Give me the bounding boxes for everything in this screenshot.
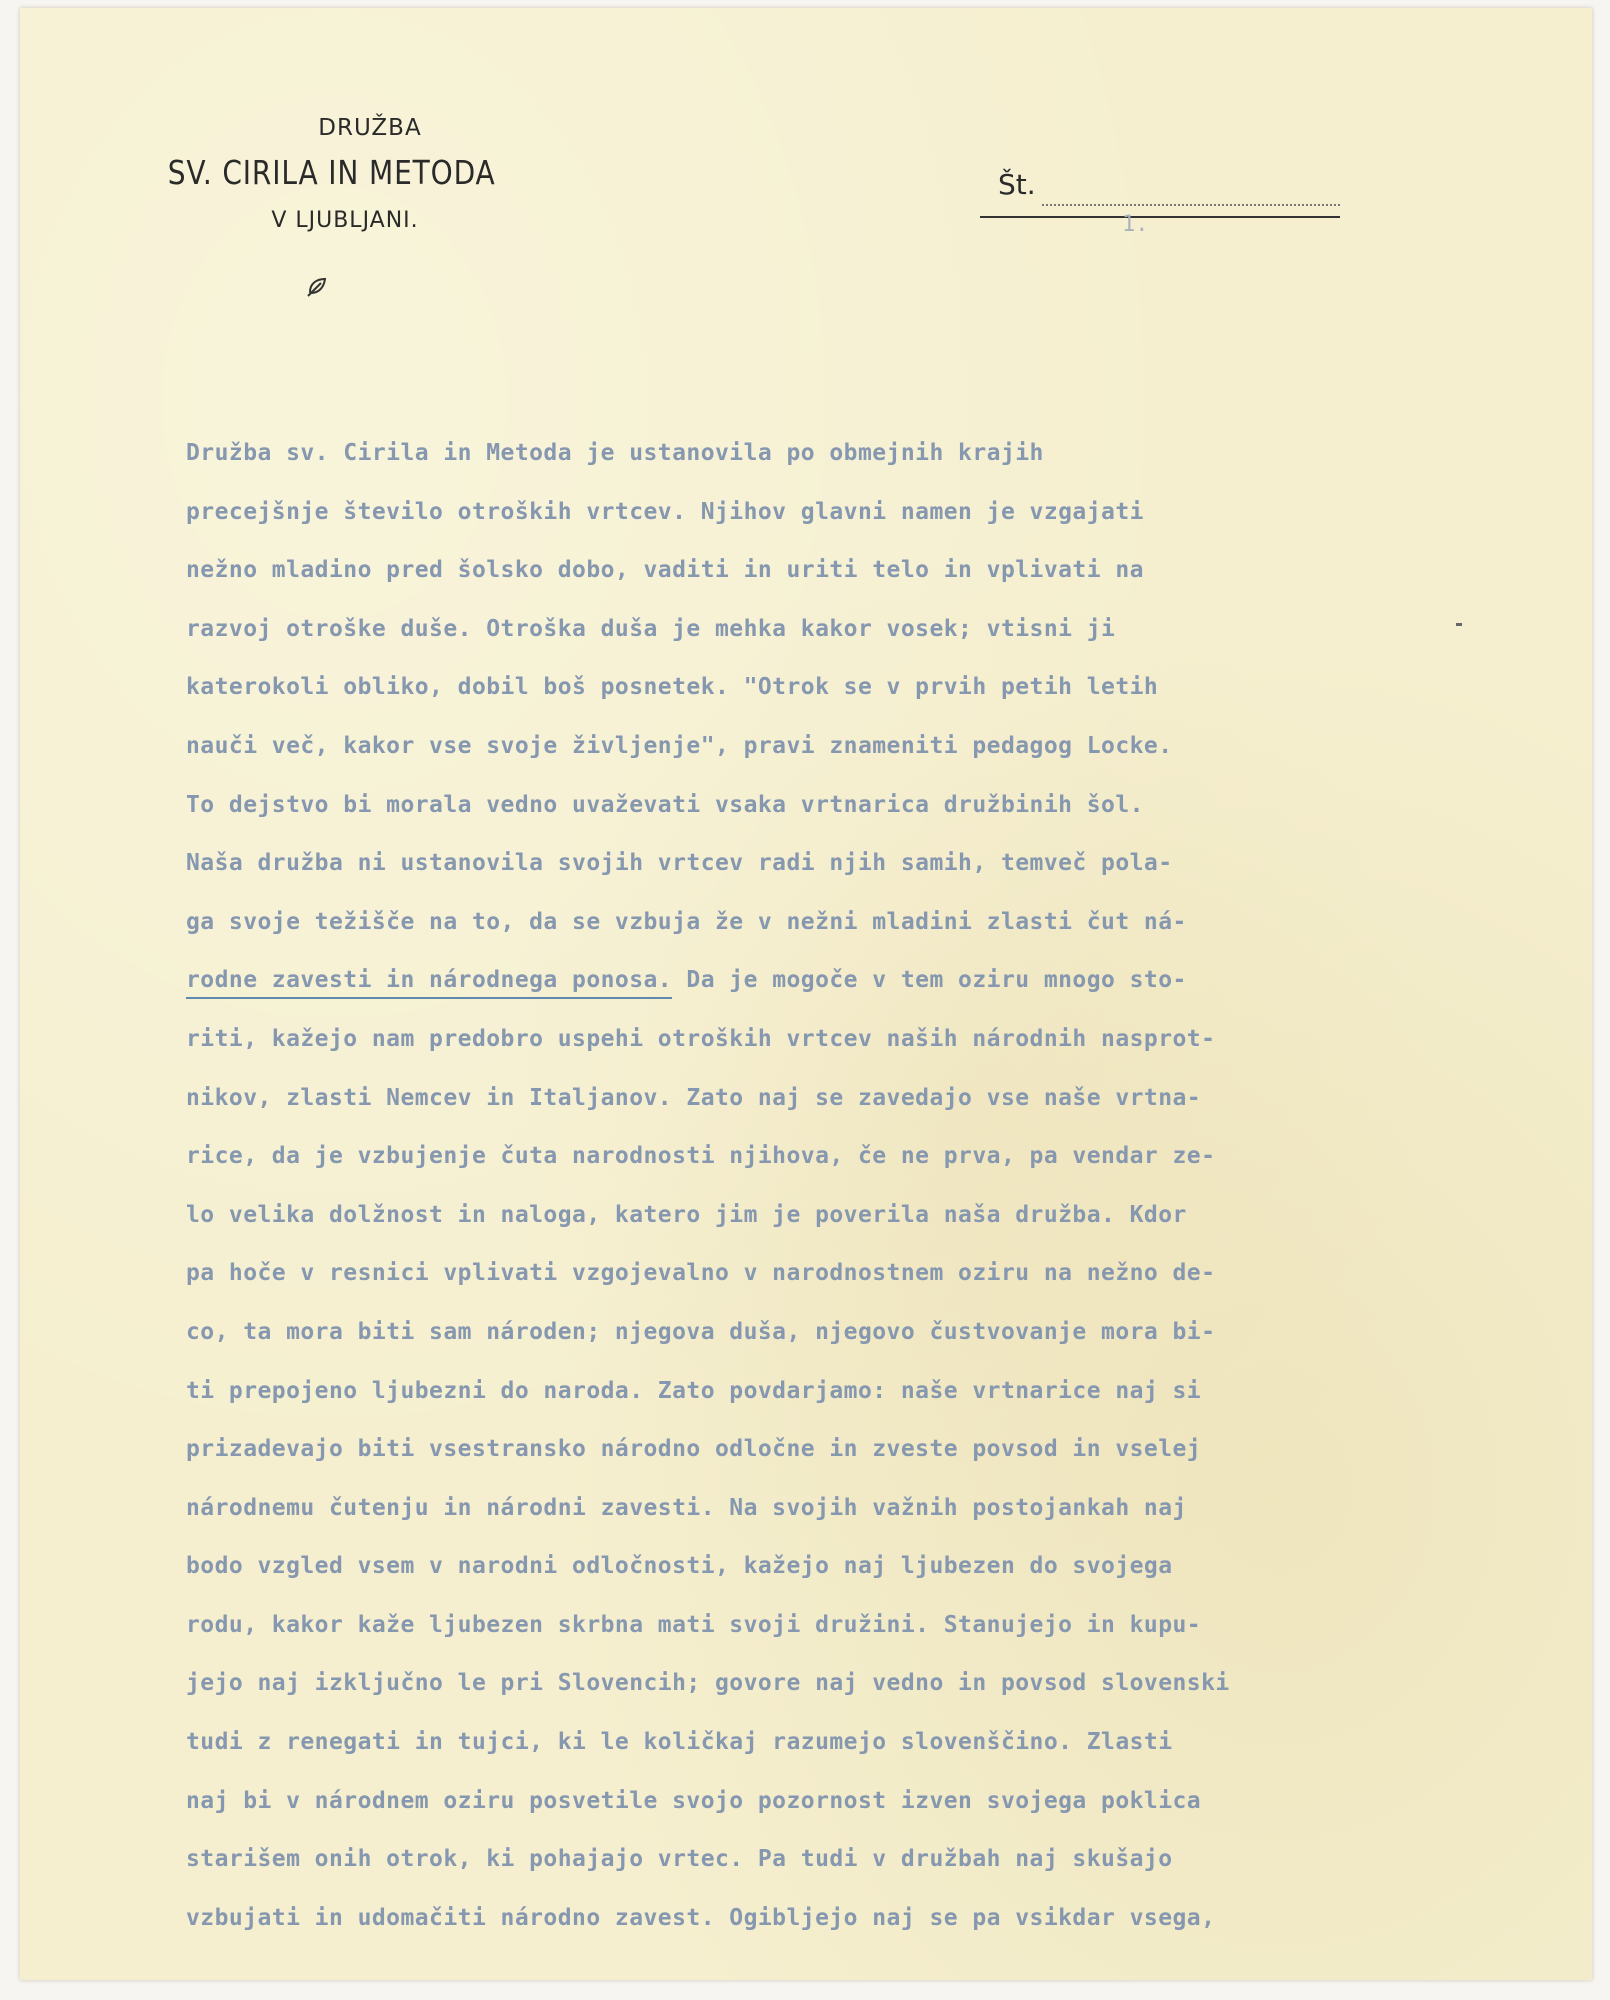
text-line: katerokoli obliko, dobil boš posnetek. "Otrok se v prvih petih letih [186,674,1159,701]
letterhead [140,113,510,239]
page-number: 1. [1122,212,1149,237]
text-line: razvoj otroške duše. Otroška duša je mehka kakor vosek; vtisni ji [186,615,1116,642]
text-line: To dejstvo bi morala vedno uvaževati vsaka vrtnarica družbinih šol. [186,791,1144,818]
text-line: národnemu čutenju in národni zavesti. Na svojih važnih postojankah naj [186,1494,1187,1521]
typewritten-body [186,424,1446,1947]
text-line: pa hoče v resnici vplivati vzgojevalno v narodnostnem oziru na nežno de- [186,1260,1216,1287]
number-label: Št. [998,168,1036,201]
text-line: co, ta mora biti sam národen; njegova duša, njegovo čustvovanje mora bi- [186,1318,1216,1345]
document-number-field [980,168,1340,218]
letterhead-name: SV. CIRILA IN METODA [167,153,496,192]
text-line: Družba sv. Cirila in Metoda je ustanovila po obmejnih krajih [186,440,1044,466]
text-line-rest: Da je mogoče v tem oziru mnogo sto- [672,967,1187,994]
number-dotted-line [1042,204,1340,206]
text-line: ga svoje težišče na to, da se vzbuja že v nežni mladini zlasti čut ná- [186,908,1187,935]
text-line: rodu, kakor kaže ljubezen skrbna mati svoji družini. Stanujejo in kupu- [186,1611,1202,1638]
text-line: vzbujati in udomačiti národno zavest. Ogibljejo naj se pa vsikdar vsega, [186,1904,1216,1931]
text-line: lo velika dolžnost in naloga, katero jim je poverila naša družba. Kdor [186,1201,1187,1228]
text-line: bodo vzgled vsem v narodni odločnosti, kažejo naj ljubezen do svojega [186,1553,1173,1580]
letterhead-city: V LJUBLJANI. [271,208,419,233]
text-line: starišem onih otrok, ki pohajajo vrtec. Pa tudi v družbah naj skušajo [186,1846,1173,1873]
text-line: naj bi v národnem oziru posvetile svojo pozornost izven svojega poklica [186,1787,1202,1814]
text-line: riti, kažejo nam predobro uspehi otroških vrtcev naših národnih nasprot- [186,1025,1216,1052]
text-line: Naša družba ni ustanovila svojih vrtcev radi njih samih, temveč pola- [186,850,1173,877]
text-line: precejšnje število otroških vrtcev. Njihov glavni namen je vzgajati [186,498,1144,525]
leaf-icon [306,276,328,298]
text-line: prizadevajo biti vsestransko národno odločne in zveste povsod in vselej [186,1436,1202,1463]
text-line: nežno mladino pred šolsko dobo, vaditi in uriti telo in vplivati na [186,557,1144,584]
underlined-phrase: rodne zavesti in národnega ponosa. [186,967,672,999]
paper-mark [1456,623,1462,626]
text-line: tudi z renegati in tujci, ki le količkaj razumejo slovenščino. Zlasti [186,1729,1173,1756]
text-line: nikov, zlasti Nemcev in Italjanov. Zato naj se zavedajo vse naše vrtna- [186,1084,1202,1111]
text-line: ti prepojeno ljubezni do naroda. Zato povdarjamo: naše vrtnarice naj si [186,1377,1202,1404]
text-line: nauči več, kakor vse svoje življenje", pravi znameniti pedagog Locke. [186,732,1173,759]
text-line-underlined [186,951,1446,1010]
text-line: jejo naj izključno le pri Slovencih; govore naj vedno in povsod slovenski [186,1670,1230,1697]
document-page [20,8,1592,1980]
text-line: rice, da je vzbujenje čuta narodnosti njihova, če ne prva, pa vendar ze- [186,1143,1216,1170]
letterhead-society: DRUŽBA [318,115,422,141]
